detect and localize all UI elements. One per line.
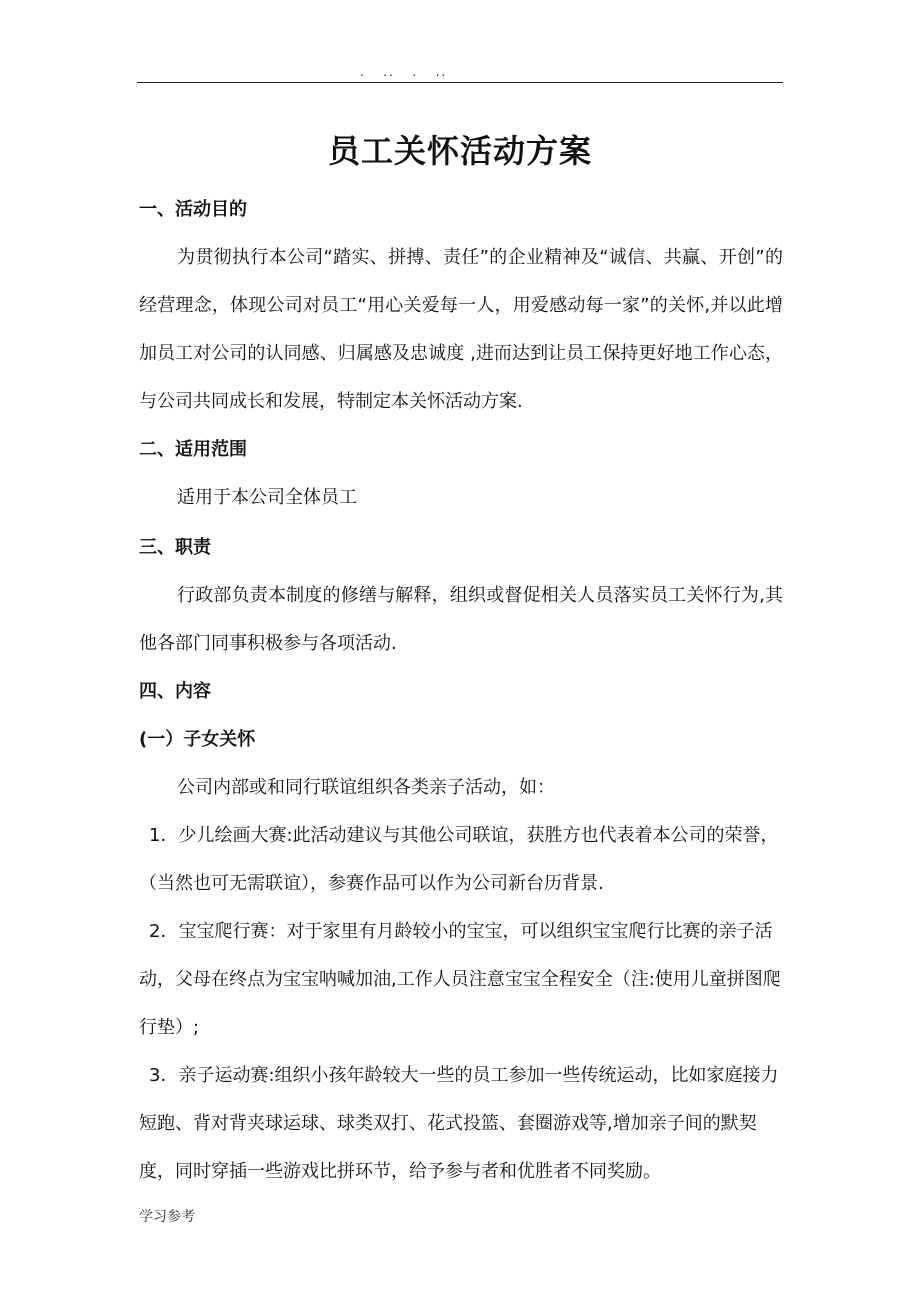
subsection-1-intro: 公司内部或和同行联谊组织各类亲子活动，如： — [177, 777, 555, 798]
header-dots: . .. . .. — [360, 65, 448, 79]
subsection-1-heading: (一）子女关怀 — [139, 729, 256, 750]
list-item-3: 3．亲子运动赛:组织小孩年龄较大一些的员工参加一些传统运动，比如家庭接力短跑、背对背夹球运球、球类双打、花式投篮、套圈游戏等,增加亲子间的默契度，同时穿插一些游戏比拼环节，给予参与者和优胜者不同奖励。 — [139, 1065, 779, 1182]
header-rule — [137, 82, 783, 83]
section-2-heading: 二、适用范围 — [139, 439, 247, 460]
list-item-2: 2．宝宝爬行赛：对于家里有月龄较小的宝宝，可以组织宝宝爬行比赛的亲子活动，父母在终点为宝宝呐喊加油,工作人员注意宝宝全程安全（注:使用儿童拼图爬行垫）; — [139, 921, 781, 1038]
section-3-heading: 三、职责 — [139, 537, 211, 558]
section-1-heading: 一、活动目的 — [139, 199, 247, 220]
page-title: 员工关怀活动方案 — [327, 132, 592, 170]
footer-text: 学习参考 — [139, 1209, 195, 1225]
list-item-1: 1．少儿绘画大赛:此活动建议与其他公司联谊，获胜方也代表着本公司的荣誉，（当然也可无需联谊），参赛作品可以作为公司新台历背景. — [139, 825, 779, 894]
section-4-heading: 四、内容 — [139, 681, 211, 702]
section-2-body: 适用于本公司全体员工 — [177, 487, 357, 508]
section-1-body: 为贯彻执行本公司“踏实、拼搏、责任”的企业精神及“诚信、共赢、开创”的经营理念，体现公司对员工“用心关爱每一人，用爱感动每一家”的关怀,并以此增加员工对公司的认同感、归属感及忠诚度 ,进而达到让员工保持更好地工作心态，与公司共同成长和发展，特制定本关怀活动方案. — [139, 247, 783, 412]
section-3-body: 行政部负责本制度的修缮与解释，组织或督促相关人员落实员工关怀行为,其他各部门同事积极参与各项活动. — [139, 585, 783, 654]
